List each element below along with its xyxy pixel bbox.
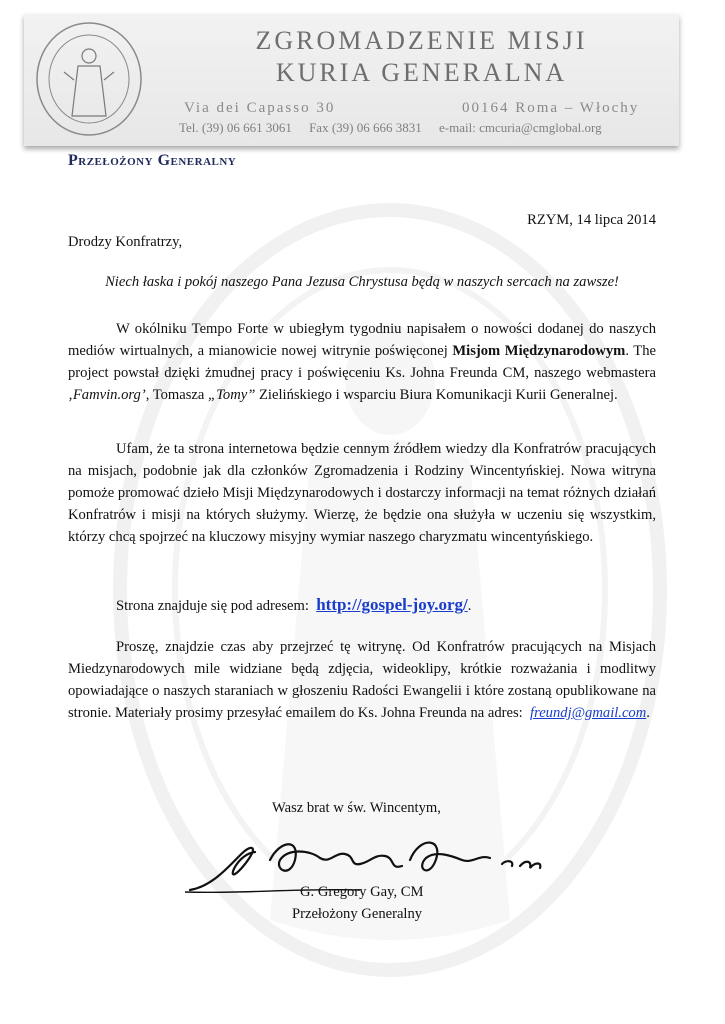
closing: Wasz brat w św. Wincentym, <box>272 800 441 816</box>
signer-title: Przełożony Generalny <box>292 906 423 922</box>
freund-email-link[interactable]: freundj@gmail.com <box>530 705 647 721</box>
p4-end: . <box>646 705 650 721</box>
p3-end: . <box>467 598 472 614</box>
phone-number: Tel. (39) 06 661 3061 <box>179 120 292 135</box>
paragraph-3 <box>68 594 656 617</box>
gospel-joy-link[interactable]: http://gospel-joy.org/ <box>316 595 468 614</box>
paragraph-2 <box>68 438 656 548</box>
letter-title: Przełożony Generalny <box>68 152 237 169</box>
org-name-line2: KURIA GENERALNA <box>275 58 568 87</box>
contact-line <box>179 120 616 136</box>
greeting: Niech łaska i pokój naszego Pana Jezusa Chrystusa będą w naszych sercach na zawsze! <box>105 274 619 290</box>
signer-name: G. Gregory Gay, CM <box>300 884 424 900</box>
p3-label: Strona znajduje się pod adresem: <box>116 598 309 614</box>
letter-date: RZYM, 14 lipca 2014 <box>527 212 656 228</box>
p1-text-b: . The project powstał dzięki żmudnej pracy i poświęceniu Ks. Johna Freunda CM, naszego webmastera <box>68 343 656 381</box>
paragraph-1 <box>68 318 656 406</box>
p1-text-a: W okólniku Tempo Forte w ubiegłym tygodniu napisałem o nowości dodanej do naszych mediów wirtualnych, a mianowicie nowej witrynie poświęconej <box>68 321 656 359</box>
p1-text-c: , Tomasza <box>145 387 209 403</box>
p1-famvin: ‚Famvin.org’ <box>68 387 146 403</box>
letterhead <box>24 14 679 146</box>
salutation: Drodzy Konfratrzy, <box>68 234 183 250</box>
street-address: Via dei Capasso 30 <box>184 100 336 116</box>
p1-tomy: „Tomy” <box>208 387 256 403</box>
email-address: e-mail: cmcuria@cmglobal.org <box>439 120 602 135</box>
p1-text-d: Zielińskiego i wsparciu Biura Komunikacji Kurii Generalnej. <box>255 387 618 403</box>
p2-text: Ufam, że ta strona internetowa będzie cennym źródłem wiedzy dla Konfratrów pracujących na misjach, podobnie jak dla członków Zgromadzenia i Rodziny Wincentyńskiej. Nowa witryna pomoże promować dzieło Misji Międzynarodowych i dostarczy informacji na temat różnych działań Konfratrów i misji na których służymy. Wierzę, że będzie ona służyła w uczeniu się wszystkim, którzy chcą spojrzeć na kluczowy misyjny wymiar naszego charyzmatu wincentyńskiego. <box>68 441 656 545</box>
city-address: 00164 Roma – Włochy <box>462 100 640 116</box>
org-name-line1: ZGROMADZENIE MISJI <box>255 26 588 55</box>
fax-number: Fax (39) 06 666 3831 <box>309 120 422 135</box>
congregation-seal-icon <box>30 20 148 138</box>
p4-text: Proszę, znajdzie czas aby przejrzeć tę witrynę. Od Konfratrów pracujących na Misjach Miedzynarodowych mile widziane będą zdjęcia, wideoklipy, krótkie rozważania i modlitwy opowiadające o naszych staraniach w głoszeniu Radości Ewangelii i które zostaną opublikowane na stronie. Materiały prosimy przesyłać emailem do Ks. Johna Freunda na adres: <box>68 639 656 721</box>
paragraph-4 <box>68 636 656 724</box>
p1-bold-missions: Misjom Międzynarodowym <box>452 343 626 359</box>
